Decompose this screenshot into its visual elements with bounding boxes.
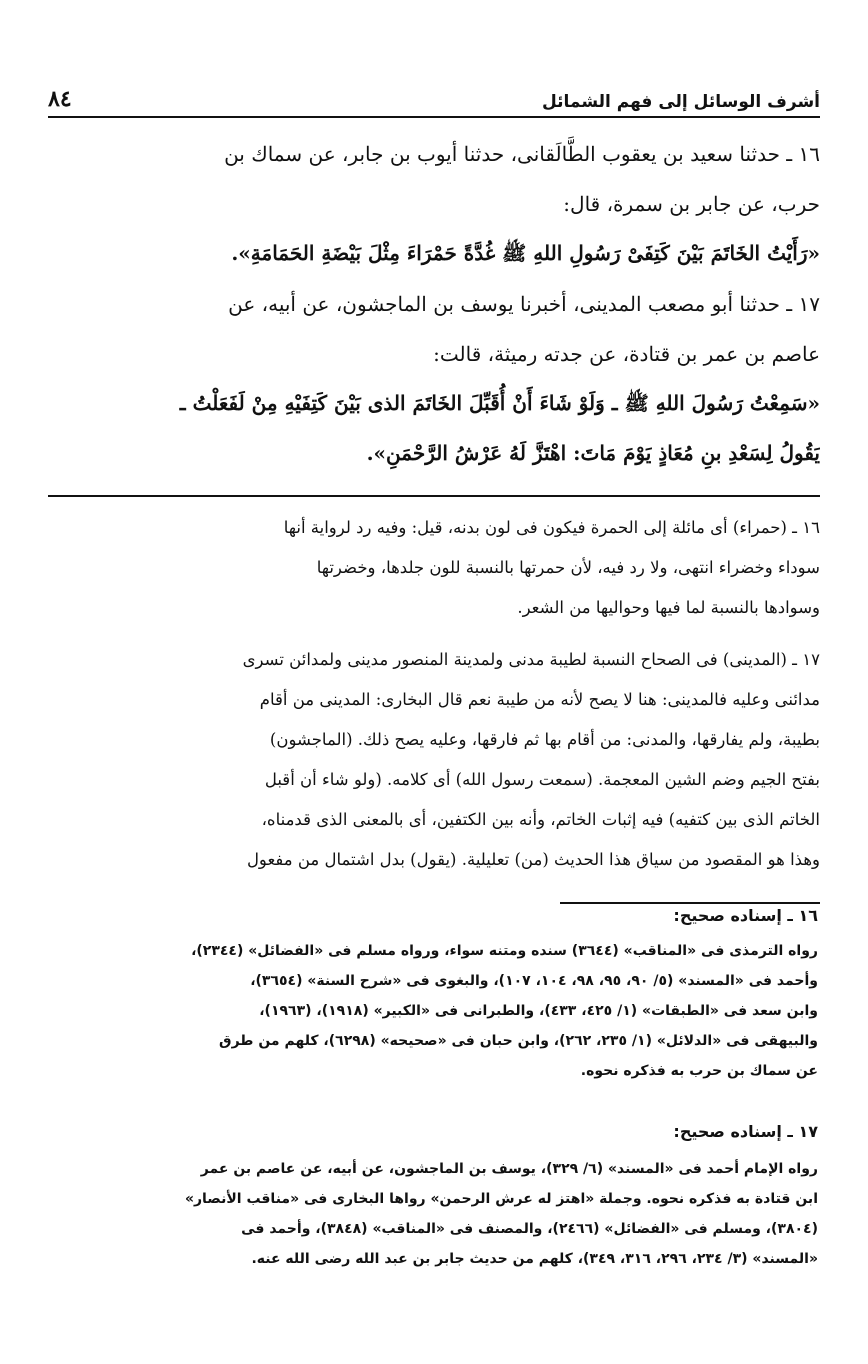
- hadith-17-line: عاصم بن عمر بن قتادة، عن جدته رميثة، قالت:: [433, 341, 820, 366]
- hadith-17-line: ١٧ ـ حدثنا أبو مصعب المدينى، أخبرنا يوسف بن الماجشون، عن أبيه، عن: [228, 292, 820, 316]
- footnote-16-heading: ١٦ ـ إسناده صحيح:: [673, 906, 818, 925]
- commentary-line: مدائنى وعليه فالمدينى: هنا لا يصح لأنه من طيبة نعم قال البخارى: المدينى من أقام: [259, 690, 820, 709]
- footnote-17-heading: ١٧ ـ إسناده صحيح:: [673, 1122, 818, 1141]
- commentary-line: ١٧ ـ (المدينى) فى الصحاح النسبة لطيبة مدنى ولمدينة المنصور مدينى ولمدائن تسرى: [242, 650, 820, 669]
- page-number: ٨٤: [48, 86, 72, 112]
- footnote-rule: [560, 902, 820, 904]
- commentary-line: وسوادها بالنسبة لما فيها وحواليها من الشعر.: [517, 598, 820, 617]
- page-header: [48, 78, 820, 112]
- hadith-17: [50, 280, 820, 478]
- footnote-line: رواه الإمام أحمد فى «المسند» (٦/ ٣٢٩)، يوسف بن الماجشون، عن أبيه، عن عاصم بن عمر: [200, 1161, 818, 1177]
- hadith-16: [50, 130, 820, 279]
- commentary-line: بفتح الجيم وضم الشين المعجمة. (سمعت رسول الله) أى كلامه. (ولو شاء أن أقبل: [264, 770, 820, 789]
- commentary-line: بطيبة، ولم يفارقها، والمدنى: من أقام بها ثم فارقها، وعليه يصح ذلك. (الماجشون): [269, 730, 820, 749]
- commentary-line: الخاتم الذى بين كتفيه) فيه إثبات الخاتم، وأنه بين الكتفين، أى بالمعنى الذى قدمناه،: [261, 810, 820, 829]
- book-title: أشرف الوسائل إلى فهم الشمائل: [541, 92, 820, 112]
- footnote-line: والبيهقى فى «الدلائل» (١/ ٢٣٥، ٢٦٢)، وابن حبان فى «صحيحه» (٦٢٩٨)، كلهم من طرق: [219, 1033, 818, 1049]
- hadith-17-quote-line: يَقُولُ لِسَعْدِ بنِ مُعَاذٍ يَوْمَ مَاتَ: اهْتَزَّ لَهُ عَرْشُ الرَّحْمَنِ».: [366, 440, 820, 465]
- hadith-16-line: ١٦ ـ حدثنا سعيد بن يعقوب الطَّالَقانى، حدثنا أيوب بن جابر، عن سماك بن: [224, 142, 820, 166]
- footnote-line: «المسند» (٣/ ٢٣٤، ٢٩٦، ٣١٦، ٣٤٩)، كلهم من حديث جابر بن عبد الله رضى الله عنه.: [251, 1251, 818, 1267]
- footnote-16: [52, 936, 818, 1086]
- text-commentary-rule: [48, 495, 820, 497]
- commentary-line: ١٦ ـ (حمراء) أى مائلة إلى الحمرة فيكون فى لون بدنه، قيل: وفيه رد لرواية أنها: [283, 518, 820, 537]
- commentary-line: وهذا هو المقصود من سياق هذا الحديث (من) تعليلية. (يقول) بدل اشتمال من مفعول: [246, 850, 820, 869]
- hadith-16-quote: «رَأَيْتُ الخَاتَمَ بَيْنَ كَتِفَىْ رَسُولِ اللهِ ﷺ غُدَّةً حَمْرَاءَ مِثْلَ بَيْضَةِ الحَمَامَةِ».: [231, 241, 820, 265]
- footnote-line: رواه الترمذى فى «المناقب» (٣٦٤٤) سنده ومتنه سواء، ورواه مسلم فى «الفضائل» (٢٣٤٤)،: [191, 943, 818, 959]
- commentary-17: [50, 640, 820, 880]
- hadith-17-quote-line: «سَمِعْتُ رَسُولَ اللهِ ﷺ ـ وَلَوْ شَاءَ أَنْ أُقَبِّلَ الخَاتَمَ الذى بَيْنَ كَتِفَيْهِ مِنْ لَفَعَلْتُ ـ: [179, 391, 820, 415]
- commentary-16: [50, 508, 820, 628]
- footnote-line: وأحمد فى «المسند» (٥/ ٩٠، ٩٥، ٩٨، ١٠٤، ١٠٧)، والبغوى فى «شرح السنة» (٣٦٥٤)،: [250, 973, 818, 989]
- footnote-line: عن سماك بن حرب به فذكره نحوه.: [580, 1063, 818, 1079]
- footnote-line: وابن سعد فى «الطبقات» (١/ ٤٢٥، ٤٣٣)، والطبرانى فى «الكبير» (١٩١٨)، (١٩٦٣)،: [259, 1003, 818, 1019]
- hadith-16-line: حرب، عن جابر بن سمرة، قال:: [563, 191, 820, 216]
- header-rule: [48, 116, 820, 118]
- footnote-line: ابن قتادة به فذكره نحوه. وجملة «اهتز له عرش الرحمن» رواها البخارى فى «مناقب الأنصار»: [184, 1191, 818, 1207]
- footnote-line: (٣٨٠٤)، ومسلم فى «الفضائل» (٢٤٦٦)، والمصنف فى «المناقب» (٣٨٤٨)، وأحمد فى: [241, 1221, 818, 1237]
- footnote-17: [52, 1154, 818, 1274]
- commentary-line: سوداء وخضراء انتهى، ولا رد فيه، لأن حمرتها بالنسبة للون جلدها، وخضرتها: [316, 558, 820, 577]
